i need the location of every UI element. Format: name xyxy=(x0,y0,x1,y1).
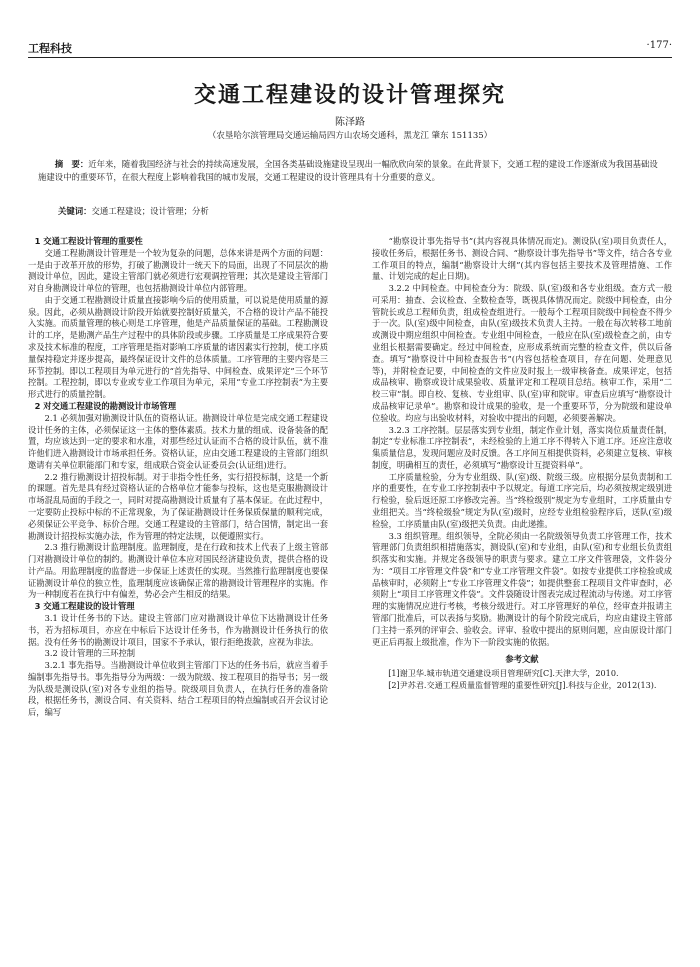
section-heading: 1 交通工程设计管理的重要性 xyxy=(34,236,143,246)
journal-name: 工程科技 xyxy=(28,42,72,55)
paragraph: 3.3 组织管理。组织领导，全院必须由一名院级领导负责工序管理工作，技术管理部门负责组织相措施落实，测设队(室)和专业组，由队(室)和专业组长负责组织落实和实施。并规定各级领导的职责与要求。建立工序文件管理袋，文件袋分为：“项目工序管理文件袋”和“专业工序管理文件袋”。如按专业提供工序检验或成品核审时，必须附上“专业工序管理文件袋”；如提供整套工程项目文件审查时，必须附上“项目工序管理文件袋”。文件袋随设计图表完成过程流动与传递。对工序管理的实施情况应进行考核，考核分级进行。对工序管理好的单位，经审查并报请主管部门批准后，可以表扬与奖励。勘测设计的每个阶段完成后，均应由建设主管部门主持一系列的评审会、验收会。评审、验收中提出的原则问题，应由原设计部门更正后再报上级批准，作为下一阶段实施的依据。 xyxy=(372,530,672,647)
left-column xyxy=(28,236,328,719)
references-title: 参考文献 xyxy=(505,654,539,665)
author-affiliation: （农垦哈尔滨管理局交通运输局四方山农场交通科，黑龙江 肇东 151135） xyxy=(207,131,493,141)
paragraph: 3.2.1 事先指导。当勘测设计单位收到主管部门下达的任务书后，就应当着手编制事先指导书。事先指导分为两级：一级为院级、按工程项目的指导书；另一级为队级是测设队(室)对各专业组的指导。院级项目负责人，在执行任务的准备阶段，根据任务书，测设合同、有关资料、结合工程项目的特点编制或召开会议讨论后，编写 xyxy=(28,660,328,718)
keywords-label: 关键词： xyxy=(58,206,92,216)
abstract xyxy=(38,158,662,184)
keywords xyxy=(58,205,209,217)
paragraph: 由于交通工程勘测设计质量直接影响今后的使用质量，可以说是使用质量的源泉。因此，必须从勘测设计阶段开始就要控制好质量关，不合格的设计产品不能投入实施。而质量管理的核心则是工序管理，他是产品质量保证的基础。工程勘测设计的工序，是勘测产品生产过程中的具体阶段或步骤。工序质量是工序成果符合要求及技术标准的程度，工序管理是指对影响工序质量的诸因素实行控制，使工序质量保持稳定并逐步提高，最终保证设计文件的总体质量。工序管理的主要内容是三环节控制。即以工程项目为单元进行的“首先指导、中间检查、成果评定”三个环节控制。工程控制，即以专业或专业工作项目为单元，采用“专业工序控制表”为主要形式进行的质量控制。 xyxy=(28,294,328,400)
section-heading: 3 交通工程建设的设计管理 xyxy=(34,601,135,612)
abstract-text: 近年来，随着我国经济与社会的持续高速发展，全国各类基础设施建设呈现出一幅欣欣向荣的景象。在此背景下，交通工程的建设工作逐渐成为我国基础设施建设中的重要环节，在很大程度上影响着我国的城市发展，交通工程建设的设计管理具有十分重要的意义。 xyxy=(38,159,658,183)
paragraph: 2.2 推行勘测设计招投标制。对于非指令性任务，实行招投标制，这是一个新的课题。首先是具有经过资格认证的合格单位才能参与投标，这也是克服勘测设计市场混乱局面的手段之一，同时对提高勘测设计质量有了基本保证。在此过程中，一定要防止投标中标的不正常现象，为了保证勘测设计任务保质保量的顺利完成，必须保证公平竞争、标价合理。交通工程建设的主管部门，结合国情，制定出一套勘测设计招投标实施办法，作为管理的特定法规，以便遵照实行。 xyxy=(28,471,328,541)
keywords-text: 交通工程建设；设计管理；分析 xyxy=(91,206,209,216)
reference-item: [1]谢卫华.城市轨道交通建设项目管理研究[C].天津大学，2010. xyxy=(388,668,619,679)
paragraph: 工序质量检验，分为专业组级、队(室)级、院级三级。应根据分层负责制和工序的重要性，在专业工序控制表中予以规定。每道工序完后，均必须按规定级别进行检验，验后返还原工序修改完善。当“终检级别”规定为专业组时，工序质量由专业组把关。当“终检级验”规定为队(室)级时，应经专业组检验程序后，送队(室)级检验，工序质量由队(室)级把关负责。由此递推。 xyxy=(372,471,672,529)
paragraph: 3.2.2 中间检查。中间检查分为：院级、队(室)级和各专业组级。查方式一般可采用：抽查、会议检查、全数检查等，既视具体情况而定。院级中间检查，由分管院长或总工程师负责，组成检查组进行。一般每个工程项目院级中间检查不得少于一次。队(室)级中间检查，由队(室)级技术负责人主持。一般在每次转移工地前或测设中期应组织中间检查。专业组中间检查，一般应在队(室)级检查之前，由专业组长根据需要确定。经过中间检查，应形成系统而完整的检查文件，供以后备查。填写“勘察设计中间检查报告书”(内容包括检查项目，存在问题、处理意见等)，并附检查记要，中间检查的文件应及时报上一级审核备查。成果评定，包括成品核审、勘察或设计成果验收、质量评定和工程项目总结。核审工作，采用“二校三审”制。即自校、复核、专业组审、队(室)审和院审。审查后应填写“勘察设计成品核审记录单”。勘察和设计成果的验收，是一个重要环节，分为院级和建设单位验收。均应与出验收材料，对验收中提出的问题，必须要善解决。 xyxy=(372,283,672,423)
right-column xyxy=(372,236,672,691)
paragraph: 2.3 推行勘测设计监理制度。监理制度，是在行政和技术上代表了上级主管部门对勘测设计单位的制约。勘测设计单位本应对国民经济建设负责，提供合格的设计产品。用监理制度的监督进一步保证上述责任的实现。当然推行监理制度也要保证勘测设计单位的独立性，监理制度应该确保正常的勘测设计管理程序的实施。作为一种制度若在执行中有偏差，势必会产生相反的结果。 xyxy=(28,542,328,600)
reference-item: [2]尹苏君.交通工程质量监督管理的重要性研究[J].科技与企业，2012(13). xyxy=(388,679,657,690)
article-title: 交通工程建设的设计管理探究 xyxy=(193,82,506,108)
page-number: ·177· xyxy=(646,40,672,51)
paragraph: 3.1 设计任务书的下达。建设主管部门应对勘测设计单位下达勘测设计任务书，若为招标项目，亦应在中标后下达设计任务书，作为勘测设计任务执行的依据。没有任务书的勘测设计项目，国家不予承认，银行拒绝拨款，应视为非法。 xyxy=(28,613,328,647)
paragraph: 2.1 必须加强对勘测设计队伍的资格认证。勘测设计单位是完成交通工程建设设计任务的主体，必须保证这一主体的整体素质。技术力量的组成、设备装备的配置，均应该达到一定的要求和水准，对那些经过认证而不合格的设计队伍，就不准许他们进入勘测设计市场承担任务。资格认证，应由交通工程建设的主管部门组织邀请有关单位职能部门和专家，组成联合资金认证委员会(认证组)进行。 xyxy=(28,412,328,470)
author-name: 陈泽路 xyxy=(335,117,365,128)
paragraph: “勘察设计事先指导书”(其内容视具体情况而定)。测设队(室)项目负责任人，接收任务后，根据任务书、测设合同、“勘察设计事先指导书”等文件，结合各专业工作项目的特点，编制“勘察设计大纲”(其内容包括主要技术及管理措施、工作量、计划完成的起止日期)。 xyxy=(372,236,672,282)
paragraph: 3.2 设计管理的三环控制 xyxy=(44,648,136,659)
header-rule xyxy=(28,57,672,58)
section-heading: 2 对交通工程建设的勘测设计市场管理 xyxy=(34,400,177,411)
abstract-label: 摘 要： xyxy=(54,159,89,169)
paragraph: 3.2.3 工序控制。层层落实到专业组，制定作业计划，落实岗位质量责任制，制定“专业标准工序控制表”，未经检验的上道工序不得转入下道工序。还应注意收集质量信息，发现问题应及时反馈。各工序间互相提供资料，必须建立复核、审核制度，明确相互的责任，必须填写“勘察设计互提资料单”。 xyxy=(372,424,672,470)
paragraph: 交通工程勘测设计管理是一个较为复杂的问题，总体来讲是两个方面的问题：一是由于改革开放的形势，打破了勘测设计一统天下的局面，出现了不同层次的勘测设计单位，因此，建设主管部门就必须进行宏观调控管理；其次是建设主管部门对自身勘测设计单位的管理，也包括勘测设计单位内部管理。 xyxy=(28,247,328,294)
